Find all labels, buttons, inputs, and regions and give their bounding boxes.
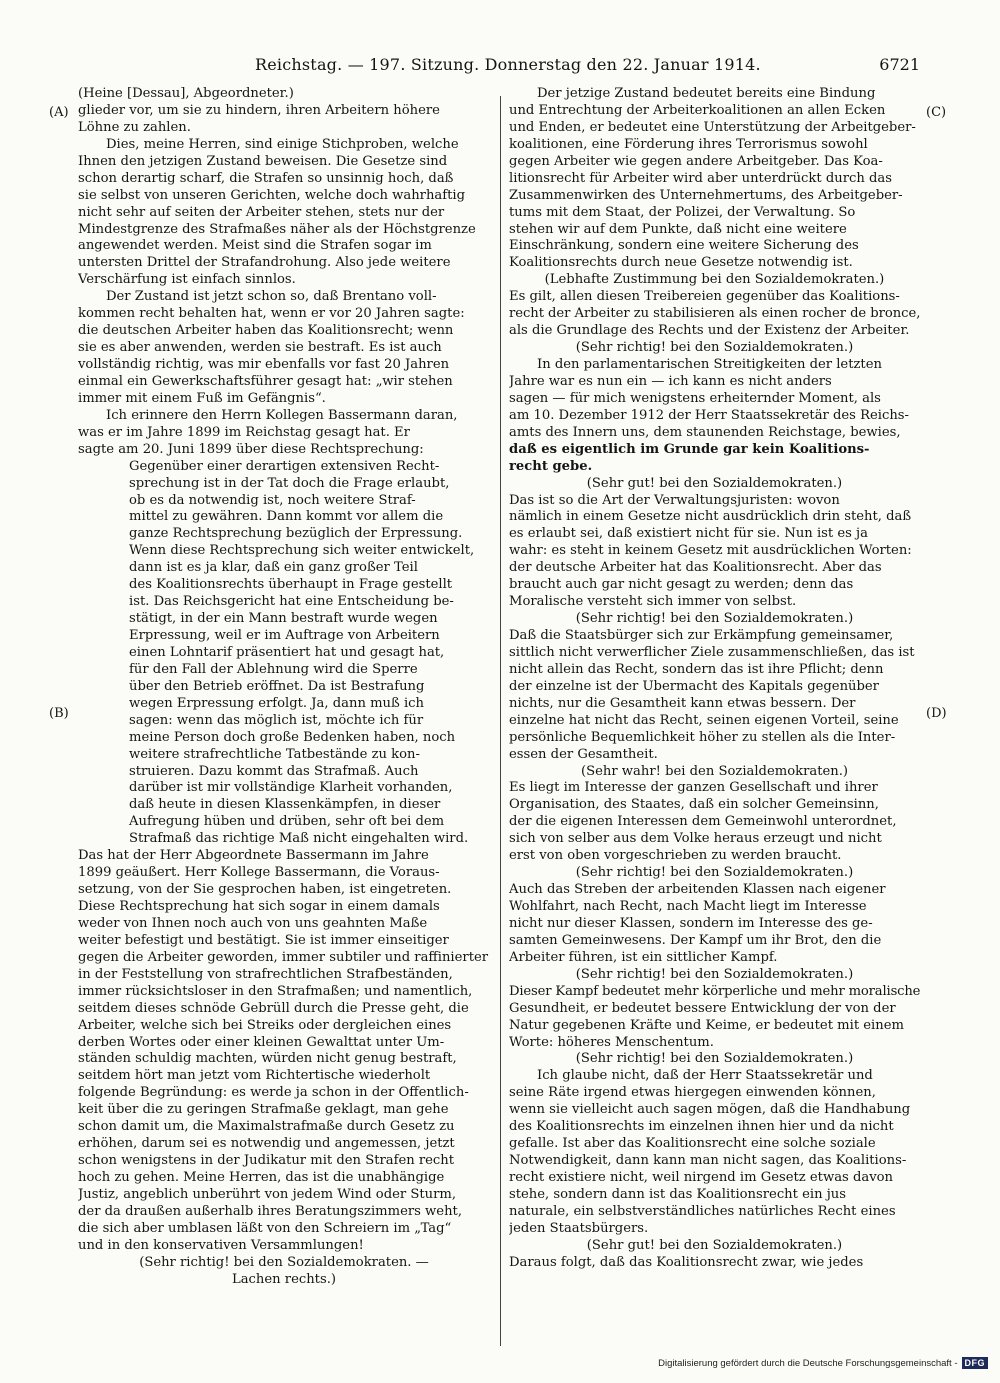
text-line: dann ist es ja klar, daß ein ganz großer Teil (129, 560, 418, 576)
text-line: gefalle. Ist aber das Koalitionsrecht eine solche soziale (509, 1136, 876, 1152)
text-line: seitdem dieses schnöde Gebrüll durch die Presse geht, die (78, 1000, 469, 1016)
text-line: struieren. Dazu kommt das Strafmaß. Auch (129, 763, 419, 779)
text-line: (Sehr richtig! bei den Sozialdemokraten.) (575, 865, 854, 881)
text-line: litionsrecht für Arbeiter wird aber unterdrückt durch das (509, 170, 892, 186)
text-line: (Sehr richtig! bei den Sozialdemokraten.) (575, 611, 854, 627)
text-line: kommen recht behalten hat, wenn er vor 20 Jahren sagte: (78, 306, 465, 322)
text-line: der da draußen außerhalb ihres Beratungszimmers weht, (78, 1203, 463, 1219)
text-line: Worte: höheres Menschentum. (509, 1034, 714, 1050)
text-line: nicht sehr auf seiten der Arbeiter stehen, stets nur der (78, 204, 445, 220)
text-line: und in den konservativen Versammlungen! (78, 1237, 364, 1253)
text-line: Es liegt im Interesse der ganzen Gesellschaft und ihrer (509, 780, 878, 796)
text-line: Einschränkung, sondern eine weitere Sicherung des (509, 238, 859, 254)
text-line: ständen schuldig machten, würden nicht genug bestraft, (78, 1051, 457, 1067)
text-line: setzung, von der Sie gesprochen haben, ist eingetreten. (78, 882, 452, 898)
text-line: weiter befestigt und bestätigt. Sie ist immer einseitiger (78, 932, 449, 948)
margin-mark-a: (A) (49, 105, 69, 120)
margin-mark-d: (D) (926, 706, 947, 721)
text-line: amts des Innern uns, dem staunenden Reichstage, bewies, (509, 424, 901, 440)
text-line: Der Zustand ist jetzt schon so, daß Brentano voll- (106, 289, 437, 305)
text-line: des Koalitionsrechts im einzelnen ihnen hier und da nicht (509, 1119, 894, 1135)
text-line: recht gebe. (509, 458, 593, 474)
dfg-logo: DFG (962, 1357, 989, 1369)
text-line: über den Betrieb eröffnet. Da ist Bestrafung (129, 678, 425, 694)
text-line: hoch zu gehen. Meine Herren, das ist die unabhängige (78, 1170, 445, 1185)
text-line: nichts, nur die Gesamtheit kann etwas bessern. Der (509, 695, 856, 711)
text-line: wenn sie vielleicht auch sagen mögen, daß die Handhabung (509, 1102, 911, 1118)
text-line: stehen wir auf dem Punkte, daß nicht eine weitere (509, 221, 847, 237)
text-line: derben Wortes oder einer kleinen Gewalttat unter Um- (78, 1034, 445, 1050)
text-line: Arbeiter führen, ist ein sittlicher Kampf. (509, 949, 778, 965)
text-line: sie selbst von unseren Gerichten, welche doch wahrhaftig (78, 187, 466, 203)
text-line: recht existiere nicht, weil nirgend im Gesetz etwas davon (509, 1170, 894, 1185)
text-line: erst von oben vorgeschrieben zu werden braucht. (509, 848, 842, 864)
text-line: gegen Arbeiter wie gegen andere Arbeitgeber. Das Koa- (509, 153, 883, 169)
text-line: ganze Rechtsprechung bezüglich der Erpressung. (129, 526, 463, 542)
text-line: Gegenüber einer derartigen extensiven Recht- (129, 458, 440, 474)
text-line: Dies, meine Herren, sind einige Stichproben, welche (106, 136, 459, 152)
text-line: am 10. Dezember 1912 der Herr Staatssekretär des Reichs- (509, 407, 909, 423)
text-line: Ihnen den jetzigen Zustand beweisen. Die Gesetze sind (78, 153, 448, 169)
text-line: (Sehr richtig! bei den Sozialdemokraten.) (575, 966, 854, 982)
text-line: sprechung ist in der Tat doch die Frage erlaubt, (129, 475, 450, 491)
text-line: daß heute in diesen Klassenkämpfen, in dieser (129, 797, 441, 813)
page-header (60, 55, 920, 77)
text-line: samten Gemeinwesens. Der Kampf um ihr Brot, den die (509, 932, 882, 948)
text-line: untersten Drittel der Strafandrohung. Also jede weitere (78, 255, 451, 271)
text-line: des Koalitionsrechts überhaupt in Frage gestellt (129, 577, 453, 593)
text-line: stätigt, in der ein Mann bestraft wurde wegen (129, 611, 438, 627)
text-line: die deutschen Arbeiter haben das Koalitionsrecht; wenn (78, 323, 454, 339)
text-line: (Lebhafte Zustimmung bei den Sozialdemokraten.) (544, 272, 885, 288)
text-line: Koalitionsrechts durch neue Gesetze notwendig ist. (509, 255, 853, 271)
text-line: Lachen rechts.) (231, 1271, 336, 1287)
text-line: folgende Begründung: es werde ja schon in der Öffentlich- (78, 1085, 469, 1101)
text-line: seitdem hört man jetzt vom Richtertische wiederholt (78, 1068, 431, 1084)
footer (658, 1357, 988, 1369)
text-line: Auch das Streben der arbeitenden Klassen nach eigener (509, 882, 886, 898)
column-divider (500, 96, 501, 1346)
text-line: keit über die zu geringen Strafmaße geklagt, man gehe (78, 1102, 449, 1118)
text-line: stehe, sondern dann ist das Koalitionsrecht ein jus (509, 1186, 846, 1202)
footer-credit: Digitalisierung gefördert durch die Deutsche Forschungsgemeinschaft - (658, 1357, 958, 1369)
text-line: persönliche Bequemlichkeit höher zu stellen als die Inter- (509, 729, 896, 745)
text-line: die sich aber umblasen läßt von den Schreiern im „Tag“ (78, 1220, 452, 1236)
text-line: Das hat der Herr Abgeordnete Bassermann im Jahre (78, 848, 429, 864)
text-line: Das ist so die Art der Verwaltungsjuristen: wovon (509, 492, 840, 508)
text-line: (Heine [Dessau], Abgeordneter.) (78, 86, 294, 101)
text-line: schon derartig scharf, die Strafen so unsinnig hoch, daß (78, 170, 454, 186)
text-line: daß es eigentlich im Grunde gar kein Koalitions- (509, 441, 870, 457)
text-line: immer mit einem Fuß im Gefängnis“. (78, 390, 326, 406)
text-line: seine Räte irgend etwas hiergegen einwenden können, (509, 1085, 876, 1101)
text-line: Notwendigkeit, dann kann man nicht sagen, das Koalitions- (509, 1153, 907, 1169)
text-line: jeden Staatsbürgers. (509, 1220, 649, 1236)
text-line: erhöhen, darum sei es notwendig und angemessen, jetzt (78, 1136, 455, 1152)
text-line: Dieser Kampf bedeutet mehr körperliche und mehr moralische (509, 983, 920, 999)
text-line: 1899 geäußert. Herr Kollege Bassermann, die Voraus- (78, 865, 440, 881)
text-line: sagen: wenn das möglich ist, möchte ich für (129, 712, 424, 728)
text-line: und Entrechtung der Arbeiterkoalitionen an allen Ecken (509, 102, 886, 118)
text-line: immer rücksichtsloser in den Strafmaßen; und namentlich, (78, 983, 473, 999)
text-line: Strafmaß das richtige Maß nicht eingehalten wird. (129, 831, 469, 847)
text-line: (Sehr gut! bei den Sozialdemokraten.) (586, 475, 843, 491)
text-line: koalitionen, eine Förderung ihres Terrorismus sowohl (509, 136, 868, 152)
margin-mark-b: (B) (49, 706, 69, 721)
text-line: Organisation, des Staates, daß ein solcher Gemeinsinn, (509, 797, 879, 813)
text-line: Moralische versteht sich immer von selbst. (509, 594, 797, 610)
text-line: Jahre war es nun ein — ich kann es nicht anders (509, 373, 832, 389)
text-line: was er im Jahre 1899 im Reichstag gesagt hat. Er (78, 424, 410, 440)
text-line: in der Feststellung von strafrechtlichen Strafbeständen, (78, 966, 453, 982)
text-line: Arbeiter, welche sich bei Streiks oder dergleichen eines (78, 1017, 452, 1033)
text-line: Verschärfung ist einfach sinnlos. (78, 272, 296, 288)
text-line: vollständig richtig, was mir ebenfalls vor fast 20 Jahren (78, 357, 450, 372)
text-line: nämlich in einem Gesetze nicht ausdrücklich drin steht, daß (509, 509, 912, 525)
text-line: gegen die Arbeiter geworden, immer subtiler und raffinierter (78, 949, 489, 965)
text-line: Natur gegebenen Kräfte und Keime, er bedeutet mit einem (509, 1017, 904, 1033)
text-line: (Sehr richtig! bei den Sozialdemokraten. — (139, 1254, 429, 1270)
text-line: In den parlamentarischen Streitigkeiten der letzten (537, 357, 882, 372)
text-line: für den Fall der Ablehnung wird die Sperre (129, 661, 418, 677)
text-line: sagte am 20. Juni 1899 über diese Rechtsprechung: (78, 441, 424, 457)
text-line: weder von Ihnen noch auch von uns geahnten Maße (78, 915, 428, 931)
text-line: der die eigenen Interessen dem Gemeinwohl unterordnet, (509, 814, 897, 830)
text-line: wahr: es steht in keinem Gesetz mit ausdrücklichen Worten: (509, 543, 912, 559)
text-line: Gesundheit, er bedeutet bessere Entwicklung der von der (509, 1000, 896, 1016)
text-line: braucht auch gar nicht gesagt zu werden; denn das (509, 577, 854, 593)
text-line: nicht allein das Recht, sondern das ist ihre Pflicht; denn (509, 661, 884, 677)
text-line: mittel zu gewähren. Dann kommt vor allem die (129, 509, 444, 525)
text-line: als die Grundlage des Rechts und der Existenz der Arbeiter. (509, 323, 910, 339)
text-line: Wenn diese Rechtsprechung sich weiter entwickelt, (129, 543, 475, 559)
text-line: essen der Gesamtheit. (509, 746, 658, 762)
text-line: recht der Arbeiter zu stabilisieren als einen rocher de bronce, (509, 306, 920, 322)
text-line: ist. Das Reichsgericht hat eine Entscheidung be- (129, 594, 454, 610)
text-line: sittlich nicht verwerflicher Ziele zusammenschließen, das ist (509, 644, 915, 660)
text-line: der einzelne ist der Übermacht des Kapitals gegenüber (509, 678, 879, 694)
text-line: tums mit dem Staat, der Polizei, der Verwaltung. So (509, 204, 856, 220)
text-line: ob es da notwendig ist, noch weitere Straf- (129, 492, 416, 508)
text-line: Der jetzige Zustand bedeutet bereits eine Bindung (537, 86, 876, 101)
text-line: (Sehr richtig! bei den Sozialdemokraten.) (575, 340, 854, 356)
margin-mark-c: (C) (926, 105, 947, 120)
text-line: schon damit um, die Maximalstrafmaße durch Gesetz zu (78, 1119, 455, 1135)
text-line: meine Person doch große Bedenken haben, noch (129, 729, 456, 745)
text-line: es erlaubt sei, daß existiert nicht für sie. Nun ist es ja (509, 526, 868, 542)
left-column (78, 86, 490, 1289)
page-number: 6721 (879, 55, 920, 74)
text-line: Daß die Staatsbürger sich zur Erkämpfung gemeinsamer, (509, 628, 894, 643)
text-line: Zusammenwirken des Unternehmertums, des Arbeitgeber- (509, 187, 903, 203)
text-line: nicht nur dieser Klassen, sondern im Interesse des ge- (509, 915, 873, 931)
text-line: sich von selber aus dem Volke heraus erzeugt und nicht (509, 831, 882, 847)
text-line: sie es aber anwenden, werden sie bestraft. Es ist auch (78, 340, 442, 356)
text-line: Mindestgrenze des Strafmaßes näher als der Höchstgrenze (78, 221, 476, 237)
text-line: einzelne hat nicht das Recht, seinen eigenen Vorteil, seine (509, 712, 899, 728)
text-line: darüber ist mir vollständige Klarheit vorhanden, (129, 780, 453, 796)
text-line: (Sehr richtig! bei den Sozialdemokraten.) (575, 1051, 854, 1067)
text-line: Löhne zu zahlen. (78, 119, 191, 135)
text-line: Ich glaube nicht, daß der Herr Staatssekretär und (537, 1068, 873, 1084)
text-line: Erpressung, weil er im Auftrage von Arbeitern (129, 628, 440, 643)
text-line: sagen — für mich wenigstens erheiternder Moment, als (509, 390, 881, 406)
text-line: Diese Rechtsprechung hat sich sogar in einem damals (78, 899, 440, 914)
text-line: Ich erinnere den Herrn Kollegen Bassermann daran, (106, 407, 458, 423)
text-line: Es gilt, allen diesen Treibereien gegenüber das Koalitions- (509, 289, 900, 305)
header-title: Reichstag. — 197. Sitzung. Donnerstag den 22. Januar 1914. (255, 55, 761, 74)
right-column (509, 86, 920, 1272)
text-line: (Sehr wahr! bei den Sozialdemokraten.) (580, 763, 849, 779)
text-line: schon wenigstens in der Judikatur mit den Strafen recht (78, 1153, 455, 1169)
text-line: weitere strafrechtliche Tatbestände zu kon- (129, 746, 420, 762)
text-line: Aufregung hüben und drüben, sehr oft bei dem (129, 814, 445, 830)
text-line: der deutsche Arbeiter hat das Koalitionsrecht. Aber das (509, 560, 882, 576)
text-line: wegen Erpressung erfolgt. Ja, dann muß ich (129, 695, 424, 711)
text-line: naturale, ein selbstverständliches natürliches Recht eines (509, 1203, 896, 1219)
text-line: glieder vor, um sie zu hindern, ihren Arbeitern höhere (78, 102, 440, 118)
text-line: Justiz, angeblich unberührt von jedem Wind oder Sturm, (78, 1186, 457, 1202)
text-line: und Enden, er bedeutet eine Unterstützung der Arbeitgeber- (509, 119, 916, 135)
text-line: Wohlfahrt, nach Recht, nach Macht liegt im Interesse (509, 899, 867, 914)
text-line: einmal ein Gewerkschaftsführer gesagt hat: „wir stehen (78, 373, 453, 389)
text-line: Daraus folgt, daß das Koalitionsrecht zwar, wie jedes (509, 1254, 864, 1270)
text-line: einen Lohntarif präsentiert hat und gesagt hat, (129, 644, 445, 660)
text-line: (Sehr gut! bei den Sozialdemokraten.) (586, 1237, 843, 1253)
text-line: angewendet werden. Meist sind die Strafen sogar im (78, 238, 432, 254)
